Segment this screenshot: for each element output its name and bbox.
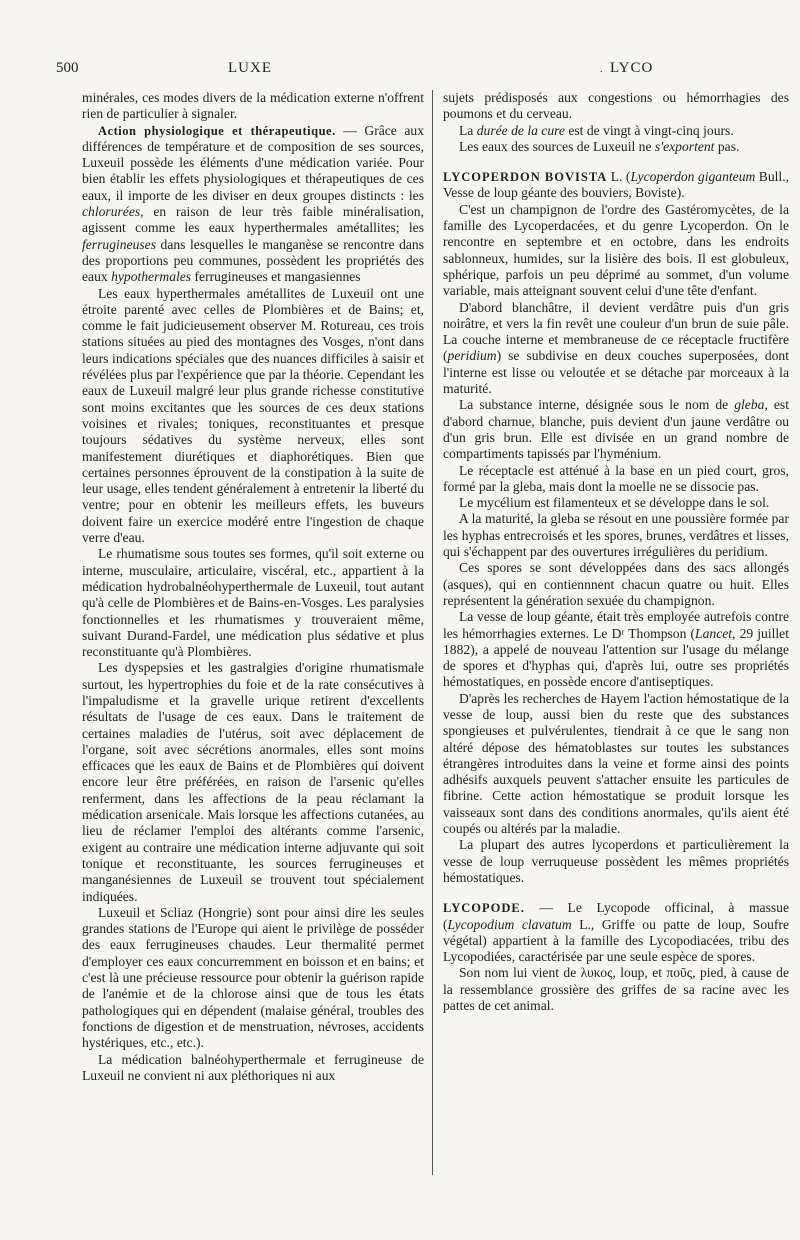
- text-run: ) se subdivise en deux couches superposées, dont l'interne est lisse ou veloutée et se détache par morceaux à la maturité.: [443, 348, 789, 397]
- text-run: , en raison de leur très faible minéralisation, agissent comme les eaux hyperthermales amétallites; les: [82, 204, 424, 236]
- paragraph: Son nom lui vient de λυκος, loup, et ποῦς, pied, à cause de la ressemblance grossière des griffes de sa racine avec les pattes de cet animal.: [443, 965, 789, 1014]
- text-run: ferrugineuses et mangasiennes: [191, 269, 361, 285]
- paragraph: Luxeuil et Scliaz (Hongrie) sont pour ainsi dire les seules grandes stations de l'Europe qui aient le privilège de posséder des eaux ferrugineuses chaudes. Leur thermalité permet d'employer ces eaux concurremment en boisson et en bains; et c'est là une précieuse ressource pour obtenir la guérison rapide de l'anémie et de la chlorose ainsi que de tous les états pathologiques qui en dépendent (malaise général, troubles des fonctions de digestion et de menstruation, névroses, accidents hystériques, etc., etc.).: [82, 904, 424, 1051]
- text-run: — Grâce aux différences de température et de composition de ses sources, Luxeuil possède les éléments d'une médication variée. Pour bien établir les effets physiologiques et thérapeutiques de ces eaux, il importe de les diviser en deux groupes distincts : les: [82, 122, 424, 203]
- entry-heading: LYCOPODE.: [443, 901, 525, 916]
- paragraph: [443, 397, 789, 462]
- paragraph: D'après les recherches de Hayem l'action hémostatique de la vesse de loup, aussi bien du reste que des substances spongieuses et pulvérulentes, tiendrait à ce que le sang non altéré dépose des hématoblastes sur toutes les substances étrangères introduites dans la veine et forme ainsi des points adhésifs auxquels peuvent s'attacher ensuite les particules de fibrine. Cette action hémostatique se produit lorsque les vaisseaux sont dans des conditions anormales, qu'ils aient été coupés ou altérés par la maladie.: [443, 690, 789, 837]
- header-left-keyword: LUXE: [228, 60, 272, 76]
- italic-term: Lycopodium clavatum: [447, 916, 572, 932]
- page-number: 500: [56, 60, 79, 76]
- text-run: D'abord blanchâtre, il devient verdâtre puis d'un gris noirâtre, et vers la fin revêt une couleur d'un brun de suie pâle. La couche interne et membraneuse de ce réceptacle fructifère (: [443, 299, 789, 364]
- paragraph-export: [443, 139, 789, 155]
- paragraph: Les dyspepsies et les gastralgies d'origine rhumatismale surtout, les hypertrophies du foie et de la rate consécutives à l'impaludisme et la gravelle urique retirent d'excellents résultats de l'usage de ces eaux. Dans le traitement de certaines maladies de l'utérus, soit avec déplacement de l'organe, soit avec sécrétions anormales, elles sont moins efficaces que les eaux de Bains et de Plombières qui doivent encore leur être préférées, en raison de l'arsenic qu'elles renferment, dans les affections de la peau réclamant la médication arsenicale. Mais lorsque les affections cutanées, au lieu de réclamer l'emploi des altérants comme l'arsenic, exigent au contraire une médication interne adjuvante qui soit tonique et reconstituante, les sources ferrugineuses et manganésiennes de Luxeuil se trouvent tout spécialement indiquées.: [82, 660, 424, 904]
- text-run: L., Griffe ou patte de loup, Soufre végétal) appartient à la famille des Lycopodiacées, tribu des Lycopodiées, caractérisée par une seule espèce de spores.: [443, 916, 789, 965]
- paragraph: Le mycélium est filamenteux et se développe dans le sol.: [459, 495, 770, 511]
- italic-term: hypothermales: [111, 269, 192, 285]
- left-column: [82, 90, 424, 1180]
- paragraph: La médication balnéohyperthermale et ferrugineuse de Luxeuil ne convient ni aux pléthoriques ni aux: [82, 1051, 424, 1083]
- entry-lycoperdon: [443, 169, 789, 202]
- text-run: , est d'abord charnue, blanche, puis devient d'un jaune verdâtre ou d'un gris brun. Elle est divisée en un grand nombre de compartiments tapissés par l'hyménium.: [443, 397, 789, 462]
- run-in-heading: Action physiologique et thérapeutique.: [98, 123, 336, 138]
- text-run: — Le Lycopode officinal, à massue (: [443, 900, 789, 932]
- italic-term: s'exportent: [654, 138, 715, 154]
- italic-term: durée de la cure: [476, 122, 565, 138]
- paragraph: minérales, ces modes divers de la médication externe n'offrent rien de particulier à signaler.: [82, 90, 424, 122]
- paragraph: C'est un champignon de l'ordre des Gastéromycètes, de la famille des Lycoperdacées, et du genre Lycoperdon. On le rencontre en septembre et en octobre, dans les endroits sablonneux, humides, sur la lisière des bois. Il est globuleux, sphérique, parfois un peu déprimé au sommet, d'un volume variable, mais atteignant souvent celui d'une tête d'enfant.: [443, 201, 789, 299]
- italic-term: chlorurées: [82, 204, 141, 220]
- right-column: [443, 90, 789, 1180]
- italic-term: Lycoperdon giganteum: [630, 169, 756, 185]
- paragraph: Le rhumatisme sous toutes ses formes, qu'il soit externe ou interne, musculaire, articulaire, viscéral, etc., appartient à la médication hydrobalnéohyperthermale de Luxeuil, tout autant qu'à celle de Plombières et de Bains-en-Vosges. Les paralysies fonctionnelles et les rhumatismes y trouveraient même, suivant Durand-Fardel, une médication plus sédative et plus reconstituante qu'à Plombières.: [82, 546, 424, 660]
- header-dot: .: [600, 64, 603, 75]
- paragraph: Le réceptacle est atténué à la base en un pied court, gros, formé par la gleba, mais dont la moelle ne se dissocie pas.: [443, 462, 789, 494]
- paragraph: Les eaux hyperthermales amétallites de Luxeuil ont une étroite parenté avec celles de Plombières et de Bains; et, comme le fait judicieusement observer M. Rotureau, ces trois stations situées au pied des montagnes des Vosges, n'ont dans leurs indications spéciales que des nuances difficiles à saisir et révélées plus par l'expérience que par la théorie. Cependant les eaux de Luxeuil malgré leur plus grande richesse constitutive sont moins excitantes que les sources de ces deux stations voisines et rivales; toniques, reconstituantes et presque toujours sédatives du système nerveux, elles sont manifestement diurétiques et diaphorétiques. Bien que certaines personnes éprouvent de la constipation à la suite de leur usage, elles tendent généralement à entretenir la liberté du ventre; pour en obtenir les meilleurs effets, les buveurs doivent faire un exercice modéré entre l'ingestion de chaque verre d'eau.: [82, 285, 424, 546]
- paragraph: Ces spores se sont développées dans des sacs allongés (asques), qui en contiennnent chacun quatre ou huit. Elles représentent la génération sexuée du champignon.: [443, 560, 789, 608]
- paragraph: La plupart des autres lycoperdons et particulièrement la vesse de loup verruqueuse possèdent les mêmes propriétés hémostatiques.: [443, 837, 789, 885]
- running-header: [56, 60, 762, 88]
- column-divider: [432, 90, 433, 1175]
- italic-term: gleba: [734, 397, 765, 413]
- text-run: La substance interne, désignée sous le nom de: [459, 397, 735, 413]
- text-run: dans lesquelles le manganèse se rencontre dans des proportions peu communes, possèdent les propriétés des eaux: [82, 236, 424, 285]
- entry-heading: LYCOPERDON BOVISTA: [443, 170, 608, 185]
- header-right-keyword: LYCO: [610, 60, 654, 76]
- text-run: L. (: [607, 169, 631, 185]
- text-run: pas.: [714, 138, 740, 154]
- entry-lycopode: [443, 900, 789, 965]
- paragraph: [443, 300, 789, 398]
- text-run: Bull., Vesse de loup géante des bouviers, Boviste).: [443, 169, 789, 201]
- text-run: , 29 juillet 1882), a appelé de nouveau l'attention sur l'usage du mélange de spores et d'hyphas qui, d'après lui, outre ses propriétés hémostatiques, en possède encore d'antiseptiques.: [443, 625, 789, 690]
- italic-term: Lancet: [695, 625, 733, 641]
- italic-term: ferrugineuses: [82, 236, 157, 252]
- paragraph: [443, 609, 789, 690]
- paragraph-action: [82, 123, 424, 286]
- text-run: La vesse de loup géante, était très employée autrefois contre les hémorrhagies externes. Le Dʳ Thompson (: [443, 609, 789, 641]
- italic-term: peridium: [447, 348, 497, 364]
- paragraph: sujets prédisposés aux congestions ou hémorrhagies des poumons et du cerveau.: [443, 90, 789, 122]
- text-run: La: [459, 122, 477, 138]
- paragraph-duree: [443, 123, 789, 139]
- text-run: est de vingt à vingt-cinq jours.: [564, 122, 734, 138]
- text-run: Les eaux des sources de Luxeuil ne: [459, 138, 655, 154]
- paragraph: A la maturité, la gleba se résout en une poussière formée par les hyphas entrecroisés et les spores, brunes, verdâtres et lisses, qui s'échappent par des ouvertures irrégulières du peridium.: [443, 511, 789, 560]
